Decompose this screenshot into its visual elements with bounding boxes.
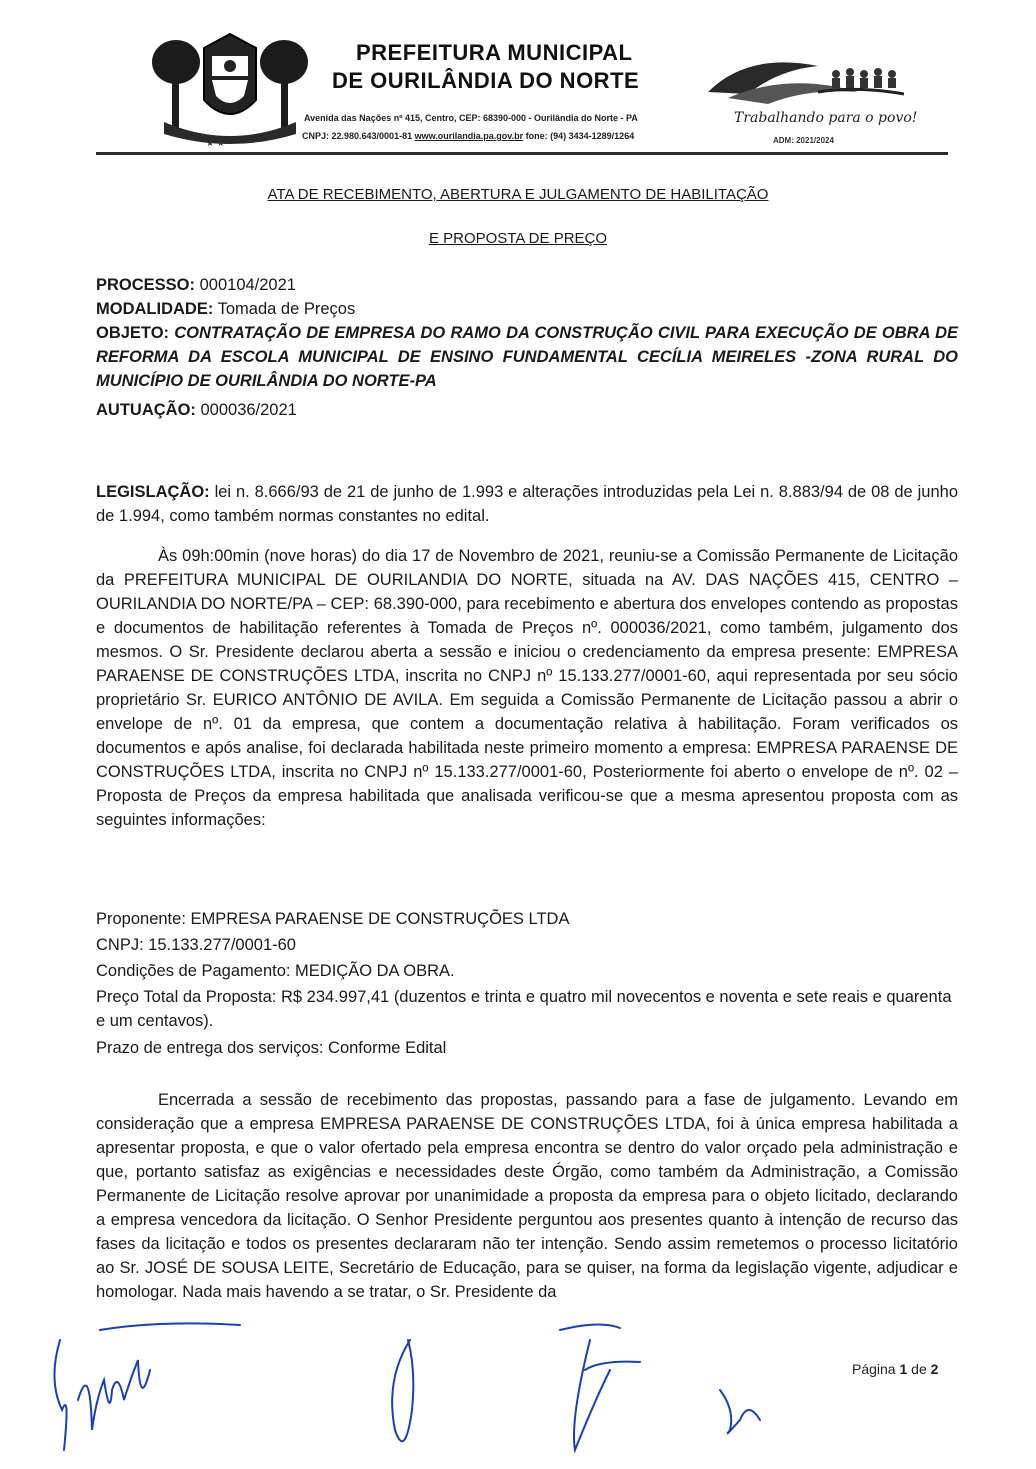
- signature-3: [560, 1324, 640, 1450]
- letterhead: [0, 0, 1036, 160]
- autuacao-label: AUTUAÇÃO:: [96, 401, 196, 419]
- modalidade-label: MODALIDADE:: [96, 300, 214, 318]
- svg-text:★ ★: ★ ★: [206, 138, 225, 148]
- modalidade-line: [96, 297, 355, 321]
- page-number: [852, 1361, 938, 1377]
- objeto-value: CONTRATAÇÃO DE EMPRESA DO RAMO DA CONSTRUÇÃO CIVIL PARA EXECUÇÃO DE OBRA DE REFORMA DA ESCOLA MUNICIPAL DE ENSINO FUNDAMENTAL CECÍLIA MEIRELES -ZONA RURAL DO MUNICÍPIO DE OURILÂNDIA DO NORTE-PA: [96, 324, 958, 390]
- header-address: Avenida das Nações nº 415, Centro, CEP: 68390-000 - Ourilândia do Norte - PA: [304, 113, 638, 123]
- legislacao-paragraph: [96, 480, 958, 528]
- prazo-line: Prazo de entrega dos serviços: Conforme Edital: [96, 1039, 447, 1057]
- signature-4: [720, 1390, 760, 1433]
- document-title-line1: ATA DE RECEBIMENTO, ABERTURA E JULGAMENTO DE HABILITAÇÃO: [267, 186, 769, 203]
- objeto-block: [96, 321, 958, 393]
- header-website-link[interactable]: www.ourilandia.pa.gov.br: [414, 131, 524, 141]
- page-total: 2: [930, 1361, 939, 1377]
- header-adm: ADM: 2021/2024: [773, 136, 834, 145]
- header-title-line2: DE OURILÂNDIA DO NORTE: [332, 68, 640, 93]
- header-phone: fone: (94) 3434-1289/1264: [525, 131, 635, 141]
- processo-label: PROCESSO:: [96, 276, 196, 294]
- page-current: 1: [899, 1361, 908, 1377]
- processo-value: 000104/2021: [195, 276, 296, 294]
- header-title-line1: PREFEITURA MUNICIPAL: [356, 40, 633, 65]
- judgment-paragraph: Encerrada a sessão de recebimento das propostas, passando para a fase de julgamento. Levando em consideração que a empresa EMPRESA PARAENSE DE CONSTRUÇÕES LTDA, foi à única empresa habilitada a apresentar proposta, e que o valor ofertado pela empresa encontra se dentro do valor orçado pela administração e que, portanto satisfaz as exigências e necessidades deste Órgão, como também da Administração, a Comissão Permanente de Licitação resolve aprovar por unanimidade a proposta da empresa para o objeto licitado, declarando a empresa vencedora da licitação. O Senhor Presidente perguntou aos presentes quanto à intenção de recurso das fases da licitação e todos os presentes declararam não ter intenção. Sendo assim remetemos o processo licitatório ao Sr. JOSÉ DE SOUSA LEITE, Secretário de Educação, para se quiser, na forma da legislação vigente, adjudicar e homologar. Nada mais havendo a se tratar, o Sr. Presidente da: [96, 1091, 958, 1301]
- header-contact: [302, 131, 634, 141]
- preco-line: Preço Total da Proposta: R$ 234.997,41 (duzentos e trinta e quatro mil novecentos e noventa e sete reais e quarenta e um centavos).: [96, 988, 952, 1030]
- header-cnpj: CNPJ: 22.980.643/0001-81: [302, 131, 413, 141]
- legislacao-label: LEGISLAÇÃO:: [96, 483, 210, 501]
- municipal-crest-icon: [150, 30, 310, 148]
- signatures: [0, 1300, 1036, 1469]
- page-word: Página: [852, 1361, 896, 1377]
- header-divider: [96, 152, 948, 155]
- document-title-line2: E PROPOSTA DE PREÇO: [428, 230, 608, 247]
- objeto-label: OBJETO:: [96, 324, 170, 342]
- signature-1: [54, 1323, 240, 1450]
- condicoes-line: Condições de Pagamento: MEDIÇÃO DA OBRA.: [96, 962, 455, 980]
- autuacao-value: 000036/2021: [195, 401, 297, 419]
- header-slogan: Trabalhando para o povo!: [734, 110, 918, 126]
- page-of: de: [911, 1361, 927, 1377]
- proponente-line: Proponente: EMPRESA PARAENSE DE CONSTRUÇÕES LTDA: [96, 910, 570, 928]
- signature-2: [392, 1340, 413, 1441]
- modalidade-value: Tomada de Preços: [213, 300, 356, 318]
- autuacao-line: [96, 398, 297, 422]
- processo-line: [96, 273, 296, 297]
- cnpj-line: CNPJ: 15.133.277/0001-60: [96, 936, 296, 954]
- legislacao-value: lei n. 8.666/93 de 21 de junho de 1.993 e alterações introduzidas pela Lei n. 8.883/94 de 08 de junho de 1.994, como também normas constantes no edital.: [96, 483, 958, 525]
- session-paragraph: Às 09h:00min (nove horas) do dia 17 de Novembro de 2021, reuniu-se a Comissão Permanente de Licitação da PREFEITURA MUNICIPAL DE OURILANDIA DO NORTE, situada na AV. DAS NAÇÕES 415, CENTRO – OURILANDIA DO NORTE/PA – CEP: 68.390-000, para recebimento e abertura dos envelopes contendo as propostas e documentos de habilitação referentes à Tomada de Preços nº. 000036/2021, como também, julgamento dos mesmos. O Sr. Presidente declarou aberta a sessão e iniciou o credenciamento da empresa presente: EMPRESA PARAENSE DE CONSTRUÇÕES LTDA, inscrita no CNPJ nº 15.133.277/0001-60, aqui representada por seu sócio proprietário Sr. EURICO ANTÔNIO DE AVILA. Em seguida a Comissão Permanente de Licitação passou a abrir o envelope de nº. 01 da empresa, que contem a documentação relativa à habilitação. Foram verificados os documentos e após analise, foi declarada habilitada neste primeiro momento a empresa: EMPRESA PARAENSE DE CONSTRUÇÕES LTDA, inscrita no CNPJ nº 15.133.277/0001-60, Posteriormente foi aberto o envelope de nº. 02 – Proposta de Preços da empresa habilitada que analisada verificou-se que a mesma apresentou proposta com as seguintes informações:: [96, 547, 958, 829]
